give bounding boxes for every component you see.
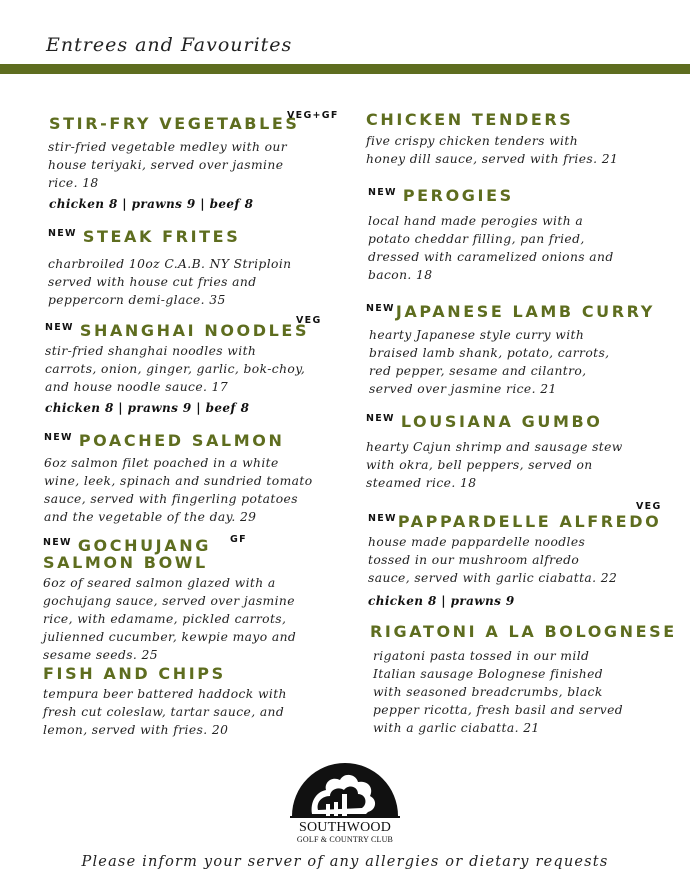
item-name: $^{NEW}$ PEROGIES xyxy=(368,186,514,205)
item-description: stir-fried vegetable medley with our house teriyaki, served over jasmine rice. 18 xyxy=(48,140,287,190)
item-description: tempura beer battered haddock with fresh cut coleslaw, tartar sauce, and lemon, served with fries. 20 xyxy=(43,687,287,737)
menu-item-perogies xyxy=(368,183,614,284)
item-description: hearty Japanese style curry with braised lamb shank, potato, carrots, red pepper, sesame and cilantro, served over jasmine rice. 21 xyxy=(369,328,610,396)
menu-item-fish-and-chips xyxy=(43,664,287,739)
new-tag: NEW xyxy=(43,537,72,548)
item-name: STIR-FRY VEGETABLES xyxy=(49,114,300,133)
logo-name: SOUTHWOOD xyxy=(298,820,391,835)
menu-item-gochujang-salmon-bowl xyxy=(43,533,296,664)
item-name: $^{NEW}$ POACHED SALMON xyxy=(44,431,285,450)
item-name: FISH AND CHIPS xyxy=(43,664,226,683)
item-description: house made pappardelle noodles tossed in our mushroom alfredo sauce, served with garlic ciabatta. 22 xyxy=(368,535,618,585)
item-name: $^{NEW}$ LOUSIANA GUMBO xyxy=(366,412,603,431)
menu-item-pappardelle-alfredo xyxy=(368,501,662,608)
item-name-line2: SALMON BOWL xyxy=(43,553,208,572)
item-description: five crispy chicken tenders with honey dill sauce, served with fries. 21 xyxy=(366,134,619,166)
item-description: stir-fried shanghai noodles with carrots, onion, ginger, garlic, bok-choy, and house noodle sauce. 17 xyxy=(45,344,306,394)
new-tag: NEW xyxy=(366,303,395,314)
menu-item-shanghai-noodles xyxy=(45,315,322,415)
menu-item-japanese-lamb-curry xyxy=(366,299,655,398)
menu-item-chicken-tenders xyxy=(366,110,618,168)
new-tag: NEW xyxy=(368,187,397,198)
page-title: Entrees and Favourites xyxy=(46,34,293,56)
item-name: $^{NEW}$JAPANESE LAMB CURRY xyxy=(366,302,655,321)
item-addons: chicken 8 | prawns 9 | beef 8 xyxy=(49,197,254,211)
item-name: $^{NEW}$ SHANGHAI NOODLES xyxy=(45,321,310,340)
item-name: $^{NEW}$ GOCHUJANG xyxy=(43,536,211,555)
item-name: $^{NEW}$PAPPARDELLE ALFREDO xyxy=(368,512,662,531)
menu-item-rigatoni-bolognese xyxy=(370,622,677,737)
menu-item-stir-fry-vegetables xyxy=(48,110,339,211)
new-tag: NEW xyxy=(48,228,77,239)
item-name: $^{NEW}$ STEAK FRITES xyxy=(48,227,241,246)
diet-tag: VEG+GF xyxy=(287,110,339,121)
item-name: RIGATONI A LA BOLOGNESE xyxy=(370,622,677,641)
new-tag: NEW xyxy=(44,432,73,443)
item-description: rigatoni pasta tossed in our mild Italian sausage Bolognese finished with seasoned breadcrumbs, black pepper ricotta, fresh basil and served with a garlic ciabatta. 21 xyxy=(373,649,624,735)
item-name: CHICKEN TENDERS xyxy=(366,110,574,129)
logo-subtitle: GOLF & COUNTRY CLUB xyxy=(296,835,394,844)
new-tag: NEW xyxy=(45,322,74,333)
menu-item-steak-frites xyxy=(48,224,291,309)
item-description: 6oz of seared salmon glazed with a gochujang sauce, served over jasmine rice, with edamame, pickled carrots, julienned cucumber, kewpie mayo and sesame seeds. 25 xyxy=(43,576,297,662)
item-addons: chicken 8 | prawns 9 | beef 8 xyxy=(45,401,250,415)
item-description: 6oz salmon filet poached in a white wine, leek, spinach and sundried tomato sauce, served with fingerling potatoes and the vegetable of the day. 29 xyxy=(44,456,313,524)
item-description: local hand made perogies with a potato cheddar filling, pan fried, dressed with caramelized onions and bacon. 18 xyxy=(368,214,614,282)
item-addons: chicken 8 | prawns 9 xyxy=(368,594,515,608)
diet-tag: VEG xyxy=(296,315,322,326)
menu-item-lousiana-gumbo xyxy=(366,409,623,492)
diet-tag: GF xyxy=(230,534,247,545)
new-tag: NEW xyxy=(366,413,395,424)
diet-tag: VEG xyxy=(636,501,662,512)
menu-item-poached-salmon xyxy=(44,428,313,526)
item-description: hearty Cajun shrimp and sausage stew with okra, bell peppers, served on steamed rice. 18 xyxy=(366,440,623,490)
item-description: charbroiled 10oz C.A.B. NY Striploin served with house cut fries and peppercorn demi-glace. 35 xyxy=(48,257,292,307)
logo-wordmark xyxy=(270,820,420,845)
allergy-notice: Please inform your server of any allergies or dietary requests xyxy=(81,854,609,870)
header-divider xyxy=(0,64,690,74)
new-tag: NEW xyxy=(368,513,397,524)
